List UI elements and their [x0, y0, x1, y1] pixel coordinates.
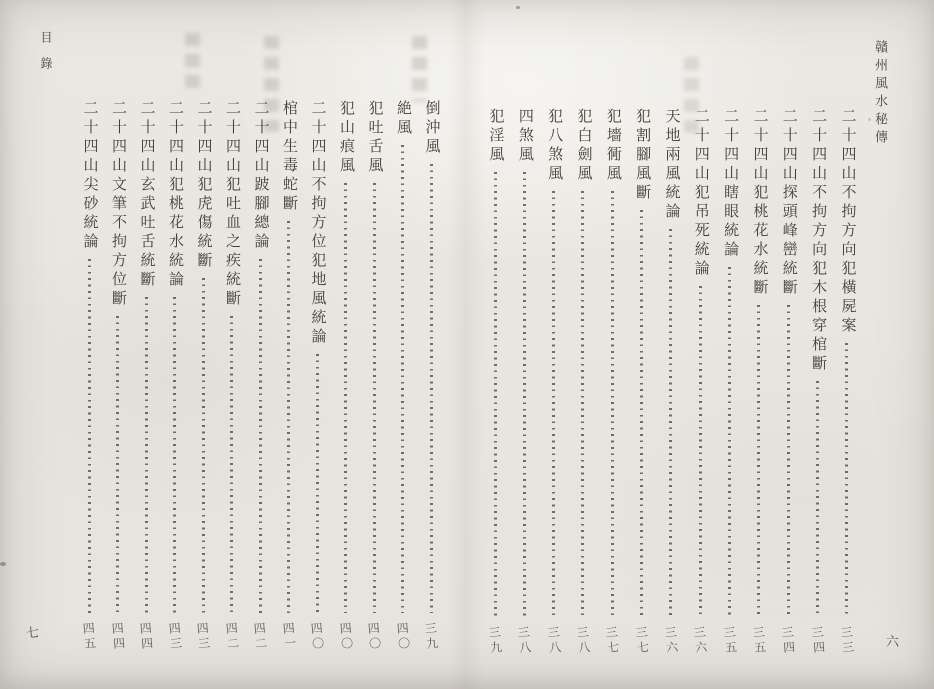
- toc-entry: [418, 100, 444, 652]
- toc-entry-page-number: 四四: [109, 621, 126, 653]
- toc-entry-page-number: 三九: [422, 621, 440, 653]
- toc-entry: [541, 108, 567, 656]
- toc-entry-page-number: 四三: [166, 621, 183, 653]
- toc-entry-page-number: 四〇: [365, 621, 383, 653]
- toc-right-page-entries: [482, 108, 860, 656]
- toc-entry-page-number: 四〇: [308, 621, 326, 653]
- toc-entry: [570, 108, 596, 656]
- toc-entry-page-number: 四二: [251, 621, 269, 653]
- toc-entry-title: 二十四山瞎眼統論: [722, 108, 739, 260]
- toc-entry-page-number: 三六: [692, 625, 709, 657]
- toc-entry-title: 棺中生毒蛇斷: [281, 100, 297, 214]
- toc-dotted-leader: [145, 297, 148, 613]
- toc-entry-title: 二十四山犯吊死統論: [692, 108, 709, 279]
- toc-dotted-leader: [259, 259, 262, 613]
- toc-entry-title: 二十四山不拘方向犯木根穿棺斷: [810, 108, 827, 374]
- toc-entry-title: 絶風: [395, 100, 411, 138]
- toc-entry-page-number: 四〇: [394, 621, 411, 653]
- toc-entry-title: 二十四山犯吐血之疾統斷: [224, 100, 240, 309]
- toc-entry: [629, 108, 655, 656]
- toc-dotted-leader: [230, 316, 233, 613]
- bleed-through-ghost: [185, 33, 200, 91]
- toc-dotted-leader: [344, 183, 347, 613]
- toc-entry-title: 倒沖風: [423, 100, 440, 157]
- toc-entry-title: 四煞風: [516, 108, 533, 165]
- toc-entry: [247, 100, 273, 652]
- toc-dotted-leader: [316, 354, 319, 613]
- toc-entry-page-number: 四二: [223, 621, 240, 653]
- toc-entry: [361, 100, 387, 652]
- toc-dotted-leader: [611, 191, 614, 617]
- toc-entry-page-number: 三五: [721, 625, 738, 657]
- scan-speck: [0, 562, 6, 566]
- toc-entry-title: 犯山痕風: [338, 100, 354, 176]
- toc-dotted-leader: [787, 305, 790, 617]
- toc-entry-page-number: 三九: [486, 625, 504, 657]
- toc-entry: [162, 100, 188, 652]
- toc-entry: [599, 108, 625, 656]
- toc-entry: [105, 100, 131, 652]
- toc-entry-title: 犯吐舌風: [366, 100, 383, 176]
- toc-dotted-leader: [640, 210, 643, 617]
- toc-entry: [76, 100, 102, 652]
- toc-entry-title: 二十四山不拘方位犯地風統論: [309, 100, 326, 347]
- toc-dotted-leader: [401, 145, 404, 613]
- toc-entry-page-number: 四〇: [337, 621, 354, 653]
- toc-entry-title: 犯墻衕風: [604, 108, 621, 184]
- toc-entry-page-number: 四五: [80, 621, 98, 653]
- toc-section-label: 目錄: [39, 31, 53, 83]
- toc-entry: [805, 108, 831, 656]
- toc-entry-title: 犯淫風: [487, 108, 504, 165]
- toc-entry-page-number: 三四: [809, 625, 826, 657]
- toc-entry-page-number: 三四: [780, 625, 797, 657]
- toc-entry-title: 二十四山跛腳總論: [252, 100, 269, 252]
- book-title: 贛州風水秘傳: [873, 40, 888, 148]
- toc-entry-page-number: 三七: [633, 625, 650, 657]
- toc-entry: [687, 108, 713, 656]
- toc-entry-title: 二十四山犯虎傷統斷: [195, 100, 212, 271]
- toc-dotted-leader: [699, 286, 702, 617]
- toc-left-page-entries: [76, 100, 444, 652]
- toc-entry: [511, 108, 537, 656]
- toc-entry: [834, 108, 860, 656]
- toc-dotted-leader: [552, 191, 555, 617]
- folio-number-right: 六: [886, 634, 900, 649]
- toc-entry: [658, 108, 684, 656]
- toc-dotted-leader: [494, 172, 497, 617]
- toc-dotted-leader: [728, 267, 731, 617]
- toc-entry: [276, 100, 302, 652]
- toc-entry: [390, 100, 416, 652]
- toc-entry-title: 二十四山玄武吐舌統斷: [138, 100, 155, 290]
- toc-entry: [304, 100, 330, 652]
- toc-dotted-leader: [430, 164, 433, 613]
- toc-entry-page-number: 三八: [545, 625, 562, 657]
- toc-entry-title: 二十四山不拘方向犯橫屍案: [839, 108, 856, 336]
- toc-entry-page-number: 三七: [604, 625, 621, 657]
- toc-entry-page-number: 三八: [516, 625, 533, 657]
- toc-entry-page-number: 三五: [750, 625, 768, 657]
- bleed-through-ghost: [412, 36, 427, 102]
- toc-entry-title: 犯八煞風: [546, 108, 563, 184]
- toc-entry-title: 犯白劍風: [575, 108, 592, 184]
- toc-entry: [219, 100, 245, 652]
- toc-dotted-leader: [373, 183, 376, 613]
- scan-speck: [868, 118, 871, 121]
- toc-dotted-leader: [116, 316, 119, 613]
- toc-dotted-leader: [88, 259, 91, 613]
- toc-entry-title: 二十四山犯桃花水統論: [167, 100, 183, 290]
- toc-entry: [333, 100, 359, 652]
- toc-entry: [482, 108, 508, 656]
- toc-entry-page-number: 三三: [838, 625, 856, 657]
- toc-dotted-leader: [845, 343, 848, 617]
- toc-dotted-leader: [523, 172, 526, 617]
- toc-dotted-leader: [757, 305, 760, 617]
- toc-entry-title: 犯割腳風斷: [634, 108, 651, 203]
- toc-entry-title: 天地兩風統論: [663, 108, 680, 222]
- toc-entry-page-number: 四四: [137, 621, 155, 653]
- toc-entry-page-number: 四三: [194, 621, 212, 653]
- toc-dotted-leader: [581, 191, 584, 617]
- toc-dotted-leader: [202, 278, 205, 613]
- toc-dotted-leader: [816, 381, 819, 617]
- scan-speck: [516, 6, 520, 9]
- toc-entry-title: 二十四山探頭峰巒統斷: [780, 108, 797, 298]
- toc-entry: [190, 100, 216, 652]
- toc-entry: [746, 108, 772, 656]
- toc-entry-page-number: 三八: [574, 625, 592, 657]
- toc-entry-title: 二十四山尖砂統論: [81, 100, 98, 252]
- toc-entry: [717, 108, 743, 656]
- page-gutter-shadow: [448, 0, 484, 689]
- toc-entry-page-number: 三六: [662, 625, 680, 657]
- toc-dotted-leader: [287, 221, 290, 613]
- toc-dotted-leader: [669, 229, 672, 617]
- folio-number-left: 七: [25, 624, 40, 641]
- toc-entry-page-number: 四一: [280, 621, 297, 653]
- toc-entry-title: 二十四山文筆不拘方位斷: [110, 100, 126, 309]
- toc-entry: [775, 108, 801, 656]
- toc-entry: [133, 100, 159, 652]
- toc-entry-title: 二十四山犯桃花水統斷: [751, 108, 768, 298]
- toc-dotted-leader: [173, 297, 176, 613]
